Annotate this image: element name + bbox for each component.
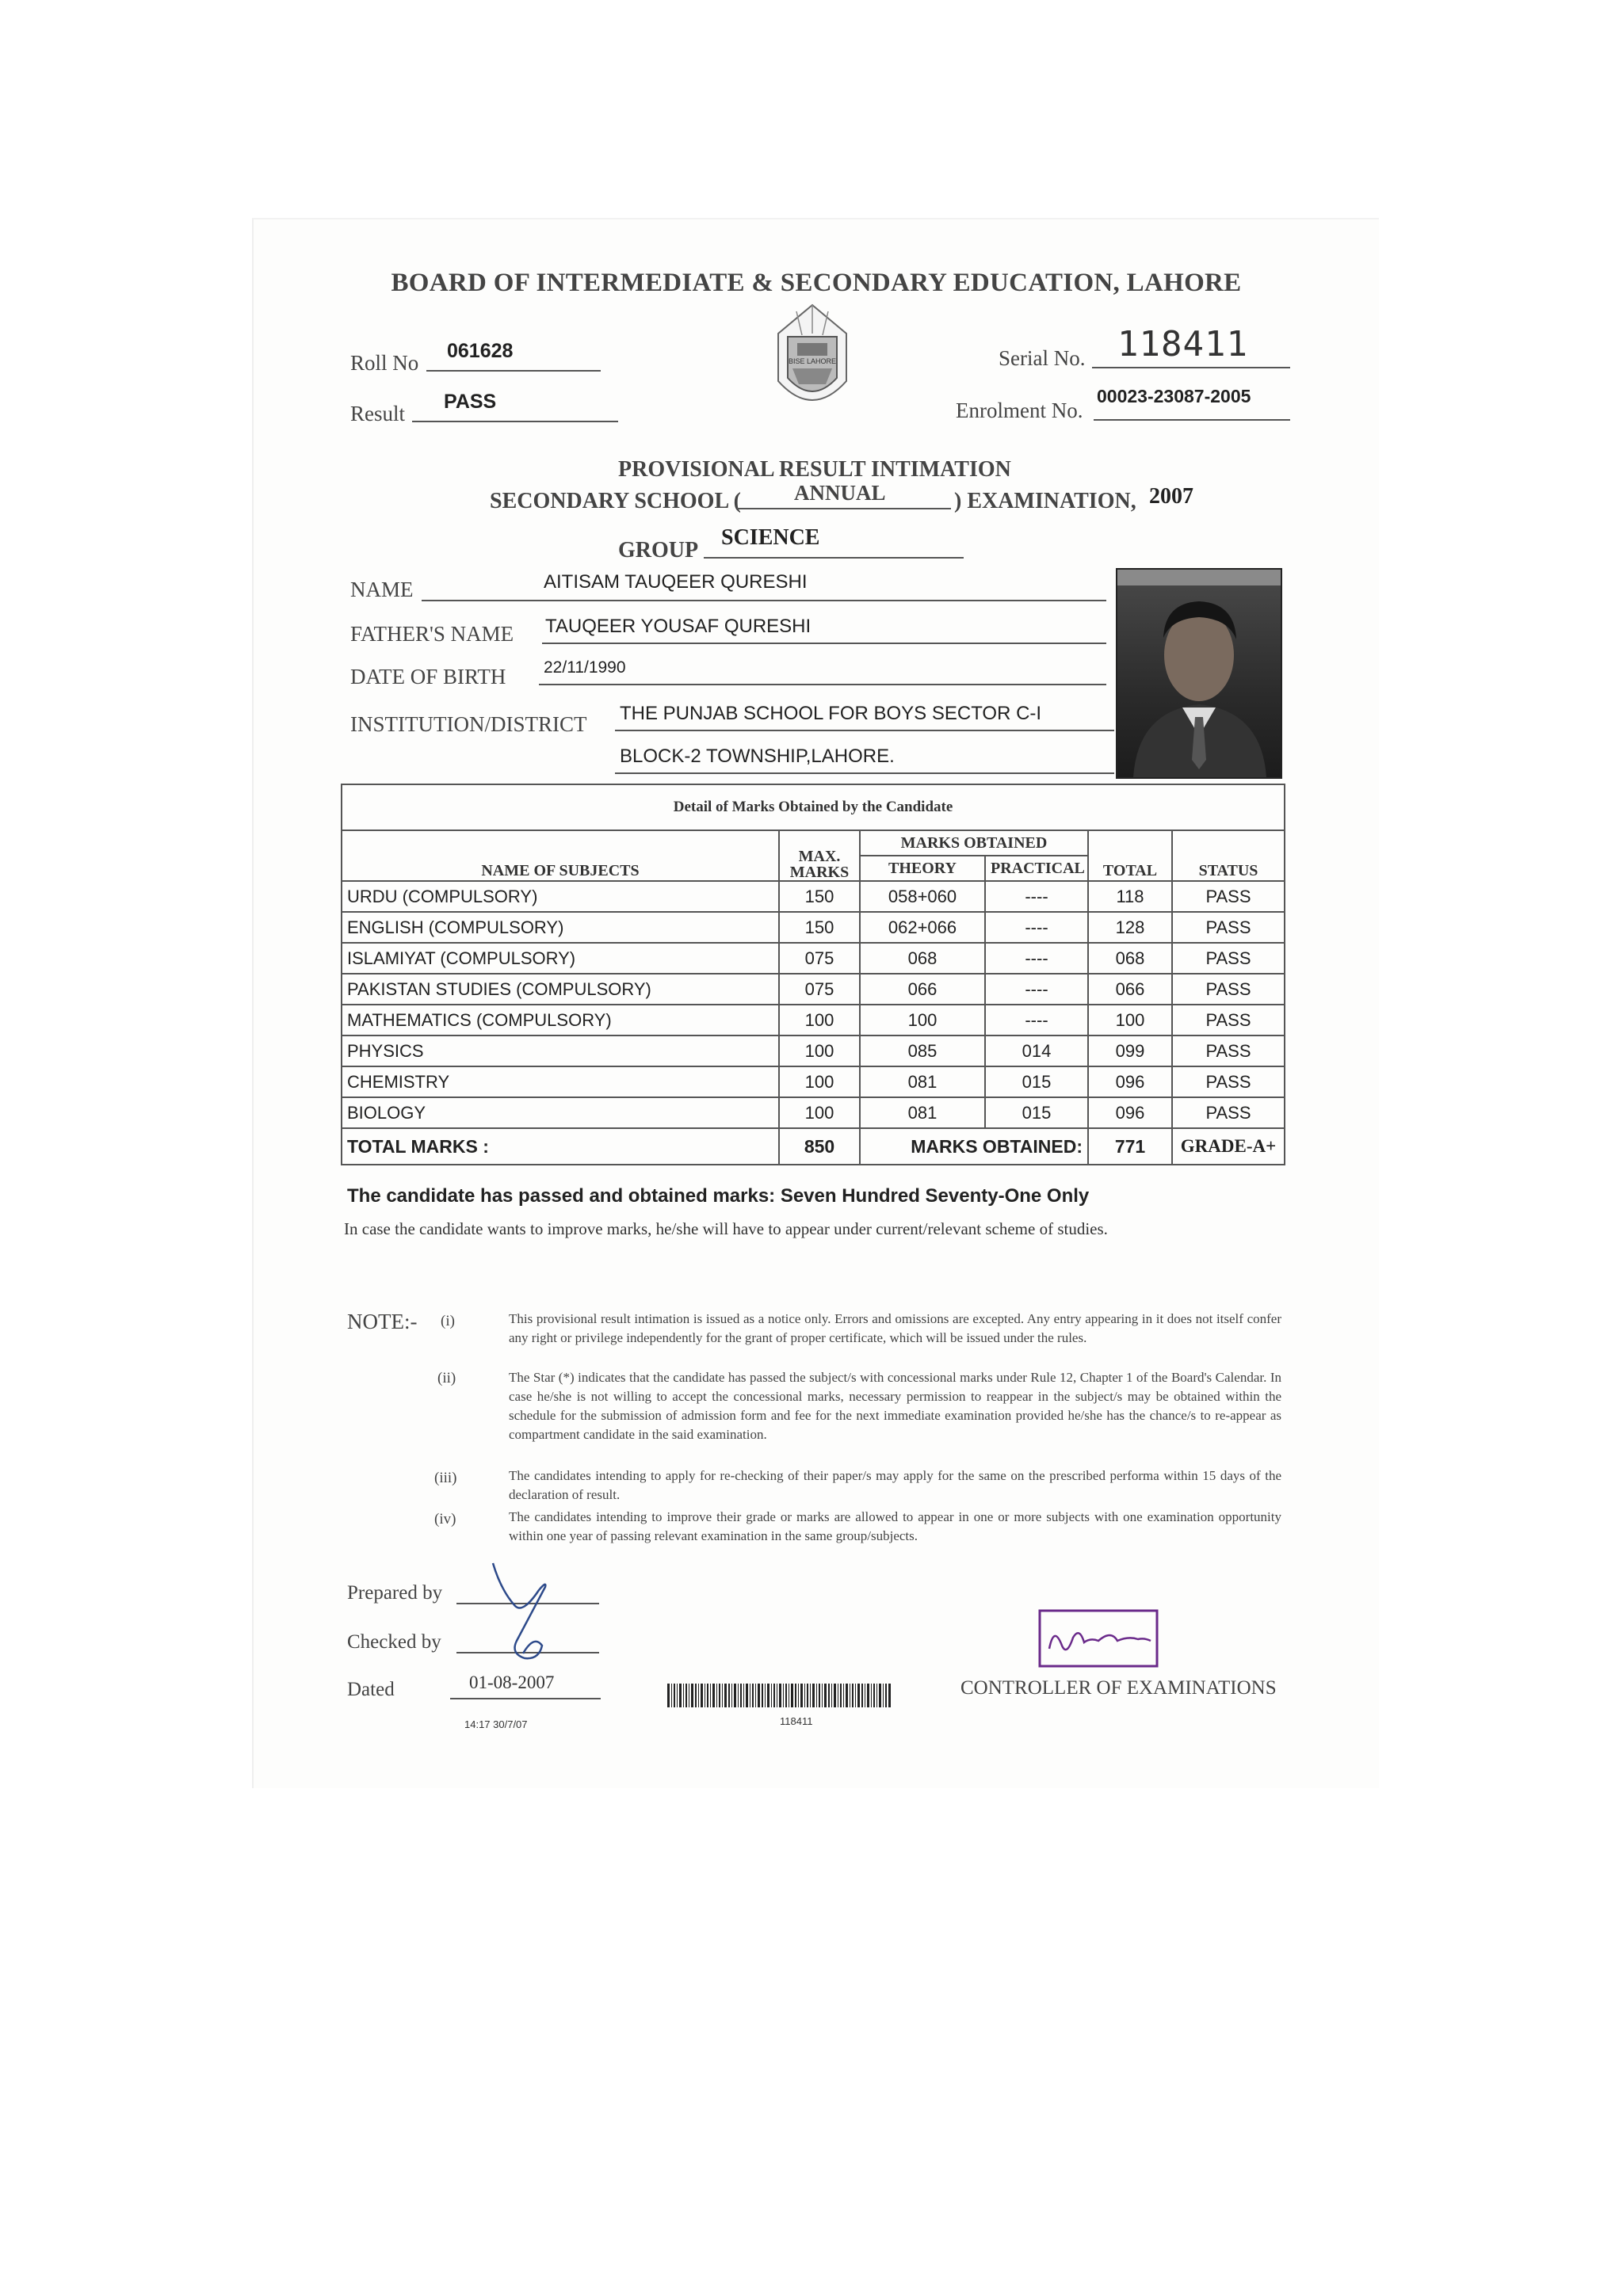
status: PASS bbox=[1172, 943, 1285, 974]
subject-name: ENGLISH (COMPULSORY) bbox=[342, 912, 779, 943]
result-label: Result bbox=[350, 402, 406, 425]
board-logo-icon bbox=[753, 302, 872, 421]
total-max-marks: 850 bbox=[779, 1128, 860, 1165]
table-row bbox=[342, 1005, 1285, 1035]
total-marks: 099 bbox=[1088, 1035, 1172, 1066]
max-marks: 100 bbox=[779, 1035, 860, 1066]
controller-signature bbox=[1035, 1606, 1162, 1669]
enrolment-no-label: Enrolment No. bbox=[956, 399, 1083, 422]
status: PASS bbox=[1172, 974, 1285, 1005]
marks-table-caption: Detail of Marks Obtained by the Candidate bbox=[342, 784, 1285, 830]
dob-label: DATE OF BIRTH bbox=[350, 665, 506, 688]
print-time: 14:17 30/7/07 bbox=[464, 1718, 528, 1730]
table-row bbox=[342, 912, 1285, 943]
note-number: (i) bbox=[441, 1313, 455, 1329]
candidate-photo bbox=[1116, 568, 1282, 779]
theory-marks: 066 bbox=[860, 974, 985, 1005]
table-row bbox=[342, 1097, 1285, 1128]
exam-suffix: ) EXAMINATION, bbox=[954, 489, 1136, 513]
serial-no-value: 118411 bbox=[1117, 324, 1248, 364]
theory-marks: 068 bbox=[860, 943, 985, 974]
institution-line-1 bbox=[615, 730, 1114, 731]
total-marks: 118 bbox=[1088, 881, 1172, 912]
passed-statement: The candidate has passed and obtained marks: Seven Hundred Seventy-One Only bbox=[347, 1185, 1090, 1207]
total-marks: 128 bbox=[1088, 912, 1172, 943]
header-subject: NAME OF SUBJECTS bbox=[342, 830, 779, 881]
note-number: (iv) bbox=[434, 1511, 456, 1527]
total-marks: 096 bbox=[1088, 1097, 1172, 1128]
practical-marks: ---- bbox=[985, 881, 1088, 912]
total-marks: 066 bbox=[1088, 974, 1172, 1005]
max-marks: 100 bbox=[779, 1005, 860, 1035]
father-name: TAUQEER YOUSAF QURESHI bbox=[545, 616, 812, 637]
max-marks: 150 bbox=[779, 912, 860, 943]
table-row bbox=[342, 1066, 1285, 1097]
theory-marks: 058+060 bbox=[860, 881, 985, 912]
barcode-icon bbox=[667, 1684, 891, 1707]
exam-session: ANNUAL bbox=[794, 481, 886, 505]
subject-name: ISLAMIYAT (COMPULSORY) bbox=[342, 943, 779, 974]
subject-name: BIOLOGY bbox=[342, 1097, 779, 1128]
max-marks: 075 bbox=[779, 974, 860, 1005]
total-marks: 100 bbox=[1088, 1005, 1172, 1035]
improve-statement: In case the candidate wants to improve marks, he/she will have to appear under current/relevant scheme of studies. bbox=[344, 1219, 1108, 1238]
note-text: The candidates intending to apply for re-checking of their paper/s may apply for the same on the prescribed performa within 15 days of the declaration of result. bbox=[509, 1468, 1281, 1502]
portrait-icon bbox=[1117, 570, 1281, 777]
subject-name: CHEMISTRY bbox=[342, 1066, 779, 1097]
father-name-line bbox=[542, 643, 1106, 644]
practical-marks: ---- bbox=[985, 912, 1088, 943]
roll-no-label: Roll No bbox=[350, 351, 419, 375]
enrolment-no-line bbox=[1094, 419, 1290, 421]
practical-marks: ---- bbox=[985, 943, 1088, 974]
controller-stamp-icon bbox=[1035, 1606, 1162, 1669]
prepared-by-label: Prepared by bbox=[347, 1582, 443, 1604]
institution-label: INSTITUTION/DISTRICT bbox=[350, 712, 587, 736]
subject-name: URDU (COMPULSORY) bbox=[342, 881, 779, 912]
dated-label: Dated bbox=[347, 1679, 395, 1700]
initials-signature-icon bbox=[483, 1558, 563, 1677]
table-row bbox=[342, 881, 1285, 912]
practical-marks: 015 bbox=[985, 1097, 1088, 1128]
logo-text: BISE LAHORE bbox=[788, 357, 837, 365]
institution-line-1-text: THE PUNJAB SCHOOL FOR BOYS SECTOR C-I bbox=[620, 703, 1042, 724]
checked-by-label: Checked by bbox=[347, 1631, 441, 1653]
theory-marks: 081 bbox=[860, 1066, 985, 1097]
theory-marks: 100 bbox=[860, 1005, 985, 1035]
note-text: The candidates intending to improve their grade or marks are allowed to appear in one or more subjects with one examination opportunity within one year of passing relevant examination in the same group/subjects. bbox=[509, 1509, 1281, 1543]
enrolment-no-value: 00023-23087-2005 bbox=[1097, 386, 1251, 406]
serial-no-line bbox=[1092, 367, 1290, 368]
table-row bbox=[342, 1035, 1285, 1066]
max-marks: 150 bbox=[779, 881, 860, 912]
note-number: (iii) bbox=[434, 1470, 457, 1486]
serial-no-label: Serial No. bbox=[999, 346, 1086, 370]
board-title: BOARD OF INTERMEDIATE & SECONDARY EDUCATION, LAHORE bbox=[391, 269, 1242, 297]
theory-marks: 085 bbox=[860, 1035, 985, 1066]
max-marks: 075 bbox=[779, 943, 860, 974]
institution-line-2-text: BLOCK-2 TOWNSHIP,LAHORE. bbox=[620, 746, 895, 767]
header-status: STATUS bbox=[1172, 830, 1285, 881]
result-line bbox=[412, 421, 618, 422]
header-max-marks bbox=[779, 830, 860, 881]
father-name-label: FATHER'S NAME bbox=[350, 622, 514, 646]
table-row bbox=[342, 943, 1285, 974]
status: PASS bbox=[1172, 912, 1285, 943]
theory-marks: 062+066 bbox=[860, 912, 985, 943]
theory-marks: 081 bbox=[860, 1097, 985, 1128]
note-number: (ii) bbox=[437, 1370, 456, 1386]
header-marks-obtained: MARKS OBTAINED bbox=[860, 830, 1088, 856]
result-sheet bbox=[252, 218, 1379, 1788]
board-logo bbox=[753, 302, 872, 421]
barcode bbox=[667, 1684, 891, 1707]
name-line bbox=[422, 600, 1106, 601]
institution-line-2 bbox=[615, 772, 1114, 774]
status: PASS bbox=[1172, 1005, 1285, 1035]
dated-line bbox=[450, 1698, 601, 1699]
note-text: The Star (*) indicates that the candidate has passed the subject/s with concessional marks under Rule 12, Chapter 1 of the Board's Calendar. In case he/she is not willing to accept the concessional marks, necessary permission to reappear in the subject/s may be obtained within the schedule for the submission of admission form and fee for the next immediate examination provided he/she has the chance/s to re-appear as compartment candidate in the said examination. bbox=[509, 1370, 1281, 1442]
total-row bbox=[342, 1128, 1285, 1165]
grade: GRADE-A+ bbox=[1172, 1128, 1285, 1165]
note-text: This provisional result intimation is issued as a notice only. Errors and omissions are excepted. Any entry appearing in it does not itself confer any right or privilege independently for the grant of proper certificate, which will be issued under the rules. bbox=[509, 1311, 1281, 1345]
marks-table bbox=[341, 784, 1285, 1165]
status: PASS bbox=[1172, 881, 1285, 912]
dated-value: 01-08-2007 bbox=[469, 1672, 555, 1692]
dob-value: 22/11/1990 bbox=[544, 658, 626, 677]
marks-obtained-label: MARKS OBTAINED: bbox=[860, 1128, 1088, 1165]
provisional-title: PROVISIONAL RESULT INTIMATION bbox=[618, 457, 1011, 482]
group-label: GROUP bbox=[618, 538, 699, 563]
result-value: PASS bbox=[444, 391, 497, 413]
status: PASS bbox=[1172, 1097, 1285, 1128]
initials-signature bbox=[483, 1558, 563, 1677]
practical-marks: ---- bbox=[985, 1005, 1088, 1035]
max-marks: 100 bbox=[779, 1066, 860, 1097]
header-practical: PRACTICAL bbox=[985, 856, 1088, 881]
group-line bbox=[704, 557, 964, 559]
header-max-marks-text: MAX. MARKS bbox=[789, 848, 850, 881]
controller-title: CONTROLLER OF EXAMINATIONS bbox=[960, 1677, 1277, 1699]
subject-name: PHYSICS bbox=[342, 1035, 779, 1066]
total-marks-label: TOTAL MARKS : bbox=[342, 1128, 779, 1165]
roll-no-value: 061628 bbox=[447, 340, 514, 362]
header-theory: THEORY bbox=[860, 856, 985, 881]
exam-year: 2007 bbox=[1149, 484, 1193, 509]
total-marks: 068 bbox=[1088, 943, 1172, 974]
max-marks: 100 bbox=[779, 1097, 860, 1128]
exam-prefix: SECONDARY SCHOOL ( bbox=[490, 489, 741, 513]
exam-session-line bbox=[737, 508, 951, 509]
practical-marks: 015 bbox=[985, 1066, 1088, 1097]
roll-no-line bbox=[426, 370, 601, 372]
practical-marks: ---- bbox=[985, 974, 1088, 1005]
barcode-number: 118411 bbox=[780, 1715, 813, 1727]
practical-marks: 014 bbox=[985, 1035, 1088, 1066]
subject-name: PAKISTAN STUDIES (COMPULSORY) bbox=[342, 974, 779, 1005]
dob-line bbox=[539, 684, 1106, 685]
status: PASS bbox=[1172, 1066, 1285, 1097]
note-label: NOTE:- bbox=[347, 1310, 418, 1333]
total-marks: 096 bbox=[1088, 1066, 1172, 1097]
candidate-name: AITISAM TAUQEER QURESHI bbox=[544, 571, 808, 593]
subject-name: MATHEMATICS (COMPULSORY) bbox=[342, 1005, 779, 1035]
status: PASS bbox=[1172, 1035, 1285, 1066]
group-value: SCIENCE bbox=[721, 525, 820, 550]
header-total: TOTAL bbox=[1088, 830, 1172, 881]
name-label: NAME bbox=[350, 578, 414, 601]
marks-obtained-value: 771 bbox=[1088, 1128, 1172, 1165]
table-row bbox=[342, 974, 1285, 1005]
